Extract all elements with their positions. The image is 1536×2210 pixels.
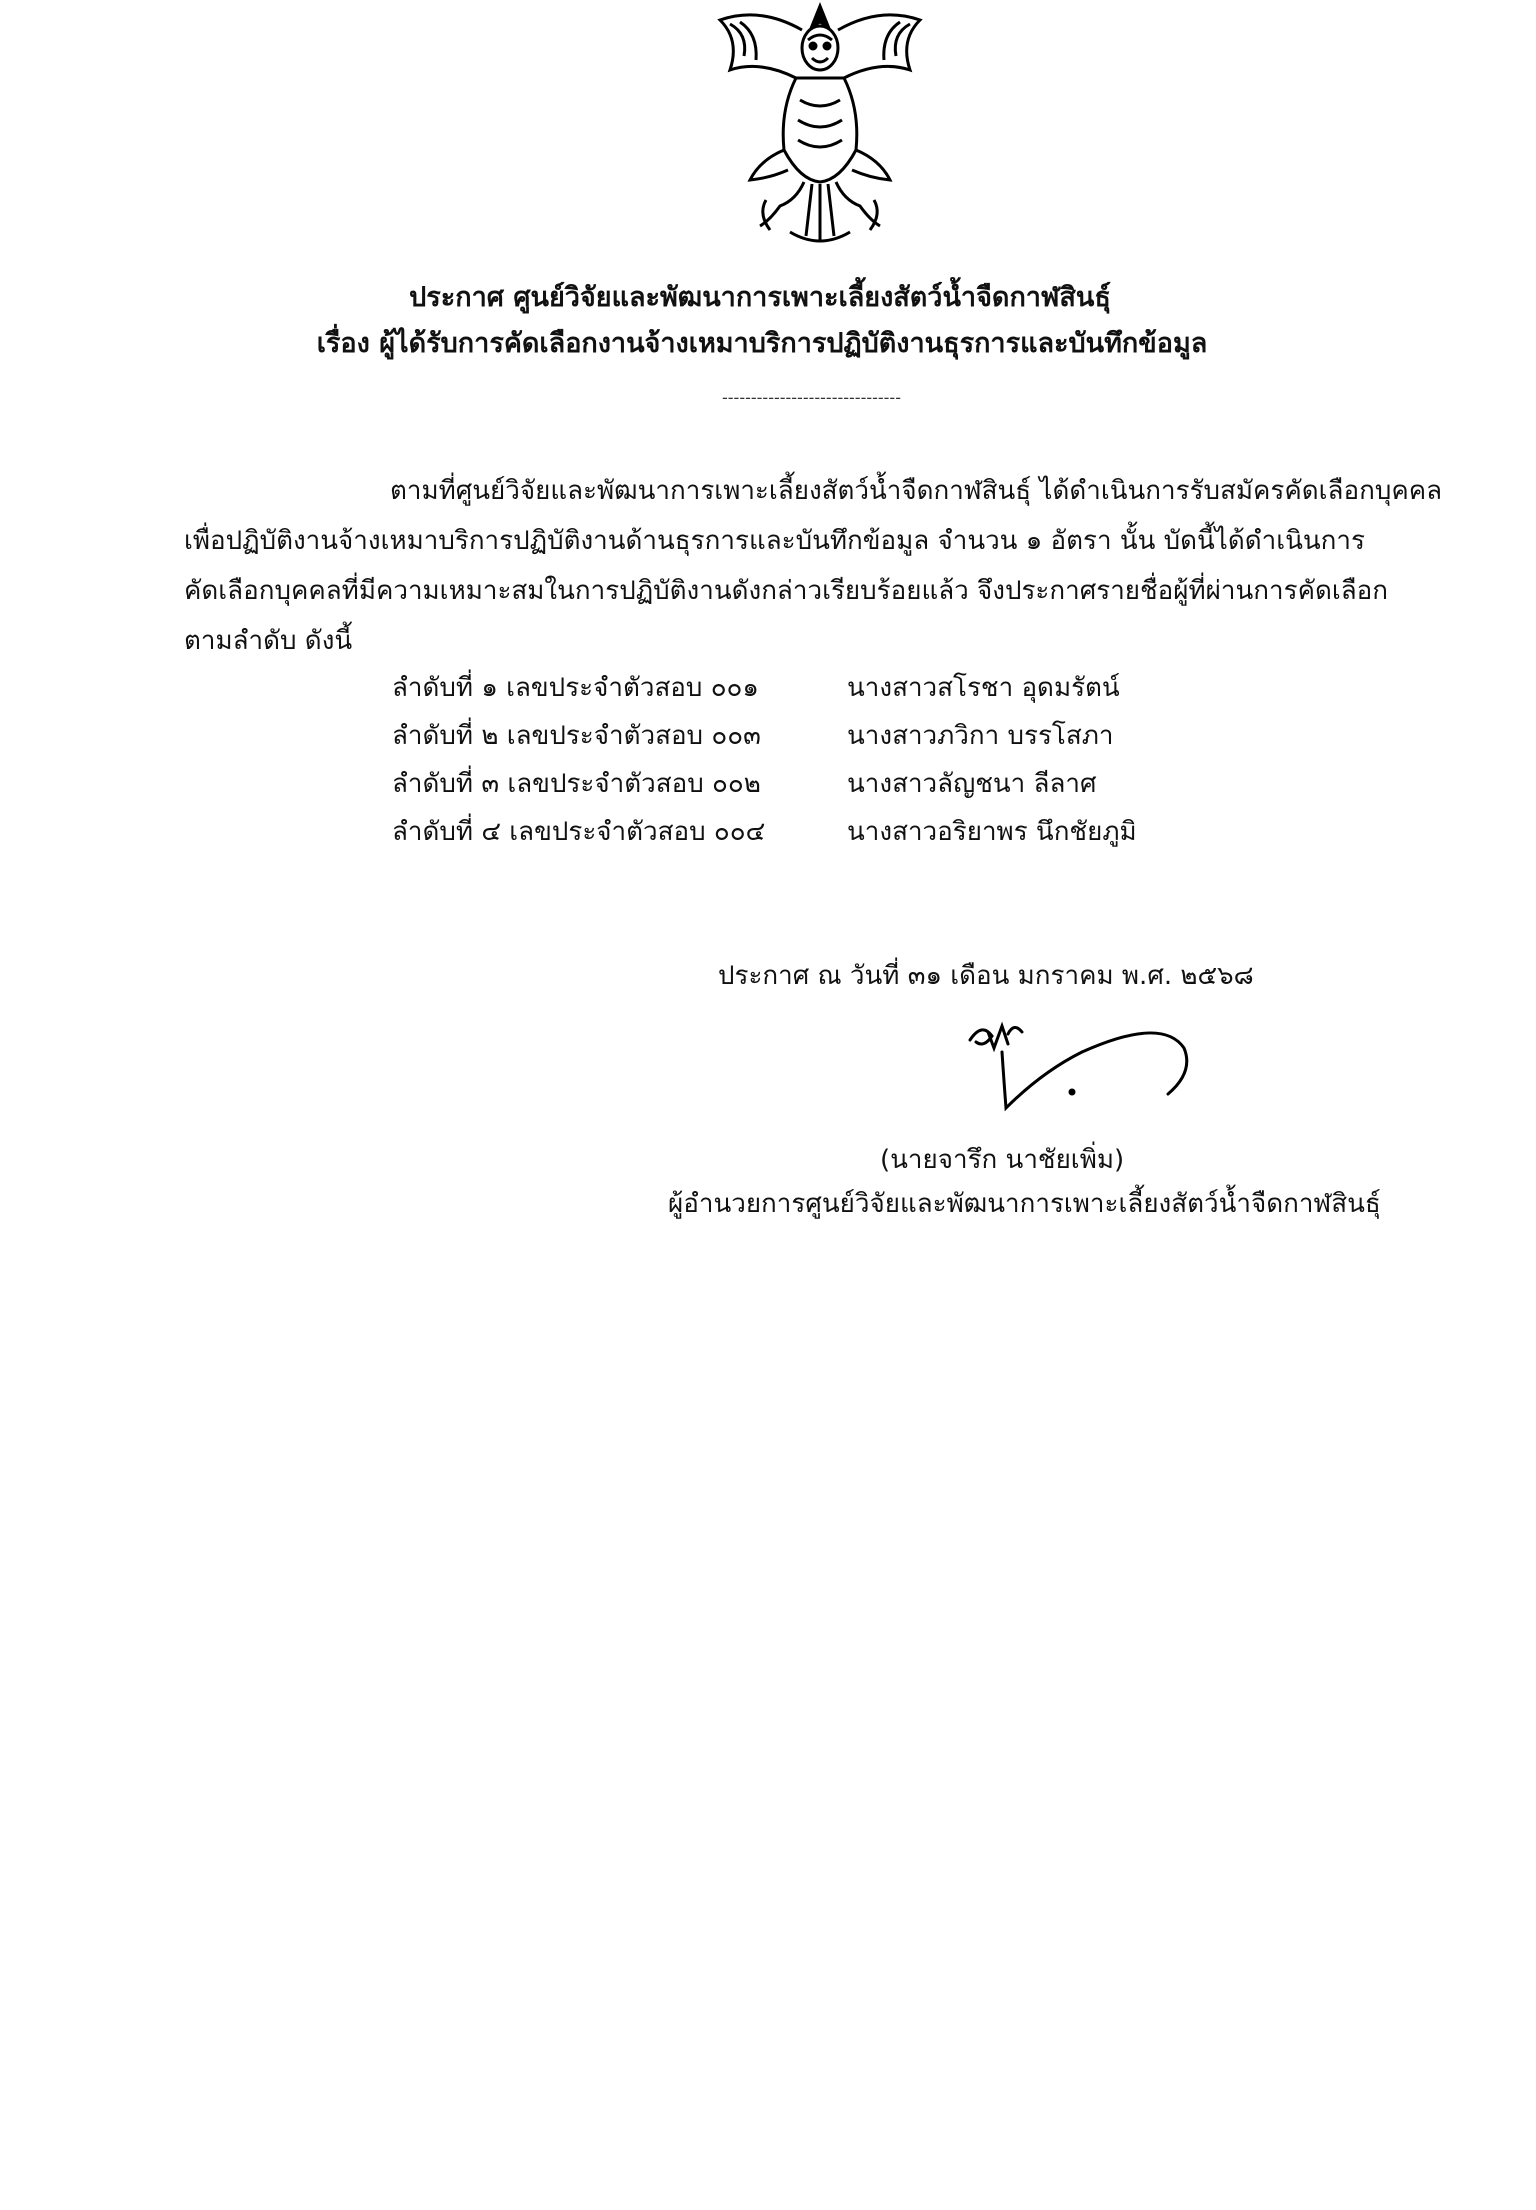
title-divider: ------------------------------- bbox=[722, 388, 901, 407]
signatory-name: (นายจารึก นาชัยเพิ่ม) bbox=[880, 1145, 1125, 1175]
result-row bbox=[392, 762, 1096, 806]
body-paragraph-line: ตามลำดับ ดังนี้ bbox=[184, 626, 353, 656]
result-sequence: ลำดับที่ ๒ เลขประจำตัวสอบ ๐๐๓ bbox=[392, 721, 761, 751]
announcement-subject: เรื่อง ผู้ได้รับการคัดเลือกงานจ้างเหมาบริการปฏิบัติงานธุรการและบันทึกข้อมูล bbox=[316, 328, 1208, 359]
result-name: นางสาวภวิกา บรรโสภา bbox=[847, 721, 1114, 751]
result-row bbox=[392, 714, 1114, 758]
result-sequence: ลำดับที่ ๑ เลขประจำตัวสอบ ๐๐๑ bbox=[392, 673, 759, 703]
signatory-position: ผู้อำนวยการศูนย์วิจัยและพัฒนาการเพาะเลี้ยงสัตว์น้ำจืดกาฬสินธุ์ bbox=[668, 1189, 1381, 1219]
announcement-date: ประกาศ ณ วันที่ ๓๑ เดือน มกราคม พ.ศ. ๒๕๖๘ bbox=[718, 961, 1254, 991]
result-name: นางสาวอริยาพร นึกชัยภูมิ bbox=[847, 817, 1137, 847]
result-sequence: ลำดับที่ ๓ เลขประจำตัวสอบ ๐๐๒ bbox=[392, 769, 761, 799]
result-name: นางสาวลัญชนา ลีลาศ bbox=[847, 769, 1097, 799]
result-row bbox=[392, 810, 1137, 854]
result-name: นางสาวสโรชา อุดมรัตน์ bbox=[847, 673, 1120, 703]
result-row bbox=[392, 666, 1120, 710]
announcement-title: ประกาศ ศูนย์วิจัยและพัฒนาการเพาะเลี้ยงสัตว์น้ำจืดกาฬสินธุ์ bbox=[409, 282, 1111, 313]
garuda-emblem-icon bbox=[700, 0, 940, 250]
body-paragraph-line: คัดเลือกบุคคลที่มีความเหมาะสมในการปฏิบัติงานดังกล่าวเรียบร้อยแล้ว จึงประกาศรายชื่อผู้ที่ผ่านการคัดเลือก bbox=[184, 576, 1389, 606]
body-paragraph-line: ตามที่ศูนย์วิจัยและพัฒนาการเพาะเลี้ยงสัตว์น้ำจืดกาฬสินธุ์ ได้ดำเนินการรับสมัครคัดเลือกบุคคล bbox=[390, 476, 1443, 506]
handwritten-signature bbox=[962, 1012, 1202, 1122]
result-sequence: ลำดับที่ ๔ เลขประจำตัวสอบ ๐๐๔ bbox=[392, 817, 766, 847]
body-paragraph-line: เพื่อปฏิบัติงานจ้างเหมาบริการปฏิบัติงานด้านธุรการและบันทึกข้อมูล จำนวน ๑ อัตรา นั้น บัดนี้ได้ดำเนินการ bbox=[184, 526, 1365, 556]
